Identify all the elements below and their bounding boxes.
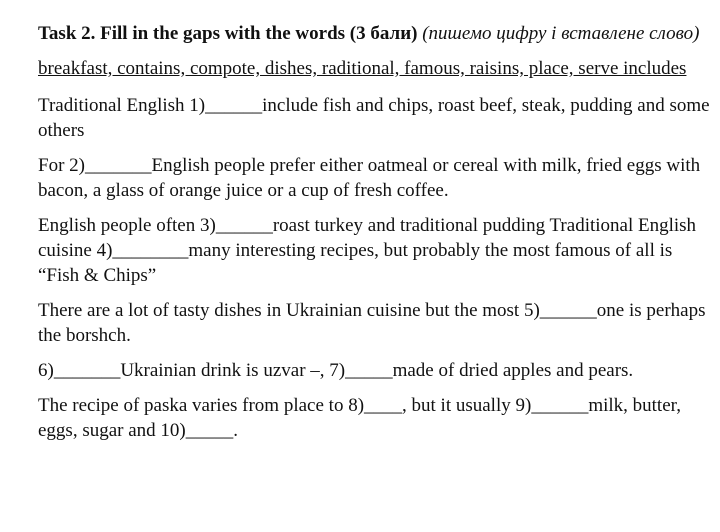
sentence-3-4: English people often 3)______roast turkey and traditional pudding Traditional English cuisine 4)________many interesting recipes, but probably the most famous of all is “Fish & Chips” xyxy=(38,215,697,286)
worksheet xyxy=(38,20,714,453)
sentence-2: For 2)_______English people prefer either oatmeal or cereal with milk, fried eggs with bacon, a glass of orange juice or a cup of fresh coffee. xyxy=(38,155,701,201)
sentence-8-10: The recipe of paska varies from place to 8)____, but it usually 9)______milk, butter, eggs, sugar and 10)_____. xyxy=(38,395,681,441)
task-title xyxy=(38,20,714,47)
sentence-1: Traditional English 1)______include fish and chips, roast beef, steak, pudding and some others xyxy=(38,95,710,141)
task-instruction: (пишемо цифру і вставлене слово) xyxy=(417,23,700,44)
word-bank: breakfast, contains, compote, dishes, raditional, famous, raisins, place, serve includes xyxy=(38,58,687,79)
sentence-5: There are a lot of tasty dishes in Ukrainian cuisine but the most 5)______one is perhaps the borshch. xyxy=(38,300,706,346)
task-heading: Task 2. Fill in the gaps with the words (3 бали) xyxy=(38,23,418,44)
sentence-6-7: 6)_______Ukrainian drink is uzvar –, 7)_____made of dried apples and pears. xyxy=(38,360,634,381)
